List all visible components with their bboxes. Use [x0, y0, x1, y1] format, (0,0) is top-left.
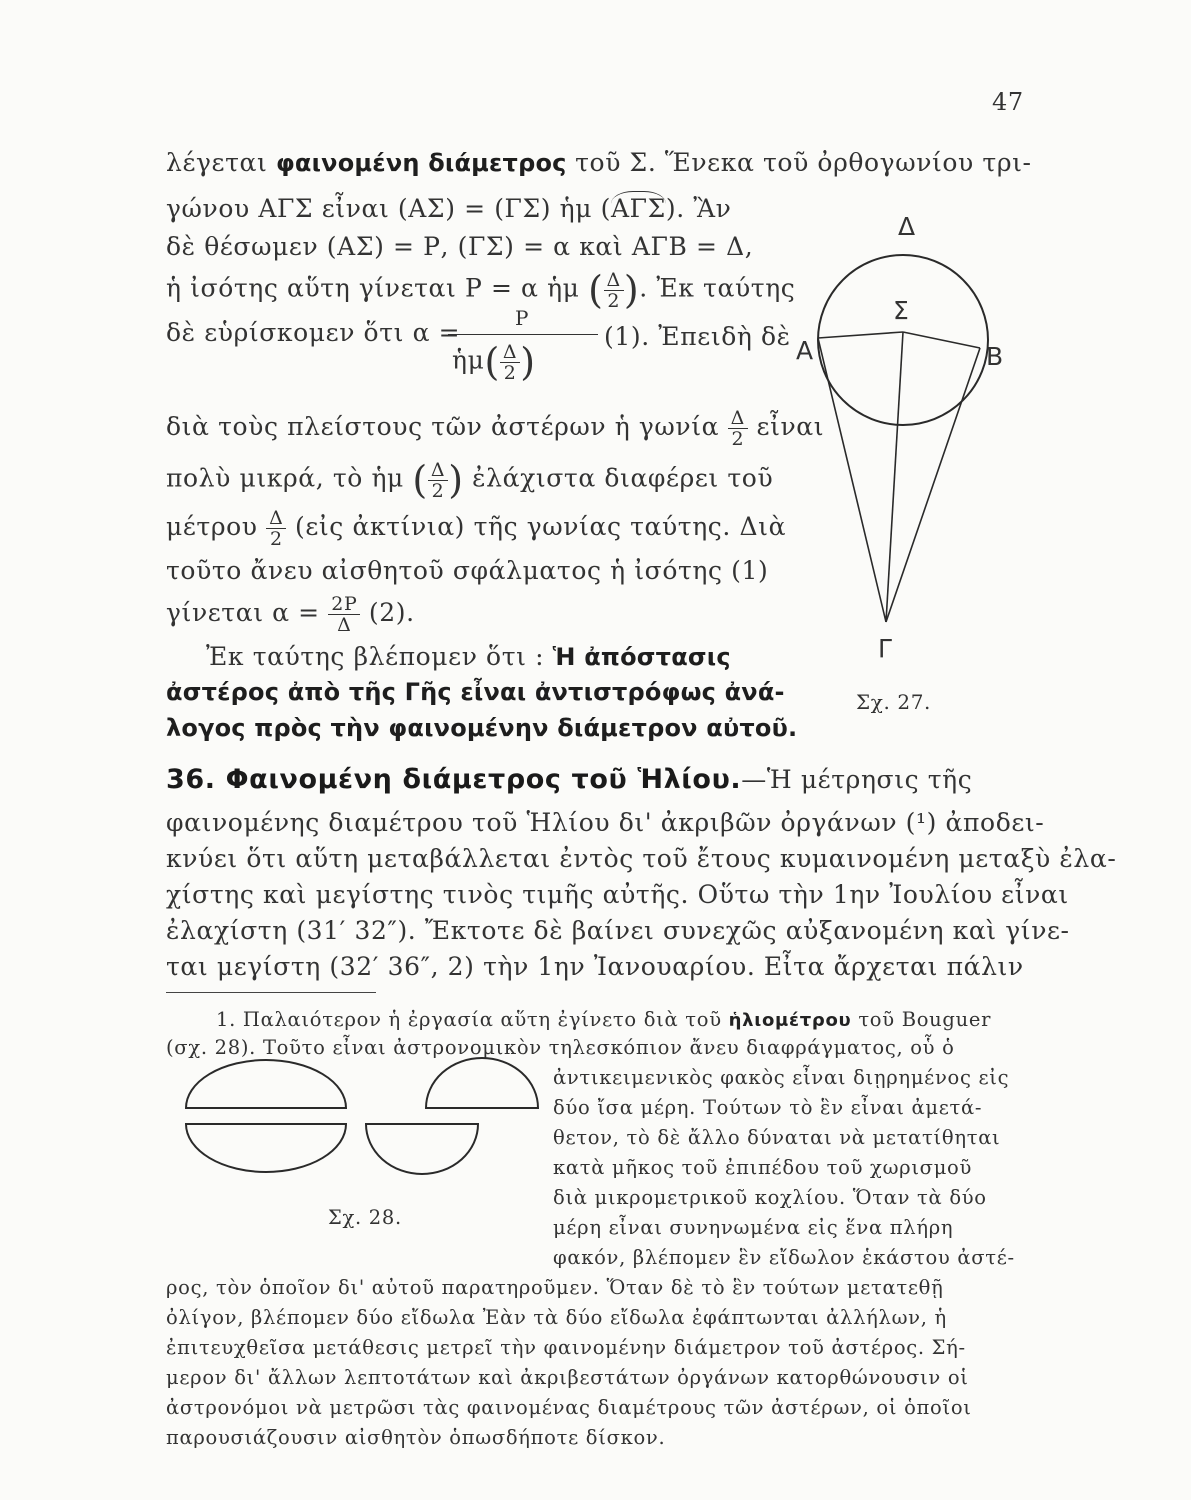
text: Ἐκ ταύτης βλέπομεν ὅτι :	[206, 642, 553, 671]
radius-a	[818, 332, 903, 338]
para1-line9: τοῦτο ἄνευ αἰσθητοῦ σφάλματος ἡ ἰσότης (1)	[166, 556, 769, 585]
fraction-denominator: ἡμ( $\frac{\Delta}{2}$ )	[452, 340, 536, 384]
label-a: Α	[796, 336, 814, 365]
text: (εἰς ἀκτίνια) τῆς γωνίας ταύτης. Διὰ	[295, 512, 787, 541]
para1-line6	[166, 408, 824, 449]
section-36-line6: ται μεγίστη (32′ 36″, 2) τὴν 1ην Ἰανουαρίου. Εἶτα ἄρχεται πάλιν	[166, 952, 1024, 981]
text: ). Ἂν	[665, 194, 732, 223]
para1-line2	[166, 194, 731, 223]
footnote-line7: διὰ μικρομετρικοῦ κοχλίου. Ὅταν τὰ δύο	[553, 1186, 987, 1209]
theorem-line1	[206, 642, 731, 671]
footnote-line8: μέρη εἶναι συνηνωμένα εἰς ἕνα πλήρη	[553, 1216, 954, 1239]
bold-term: φαινομένη διάμετρος	[275, 149, 567, 177]
fraction-bar	[448, 334, 598, 335]
footnote-line13: μερον δι' ἄλλων λεπτοτάτων καὶ ἀκριβεστάτων ὀργάνων κατορθώνουσιν οἱ	[166, 1366, 969, 1389]
figure-28-diagram	[170, 1050, 550, 1230]
para1-line4: ἡ ἰσότης αὕτη γίνεται Ρ = α ἡμ ( $\frac{\Delta}{2}$ ). Ἐκ ταύτης	[166, 268, 796, 312]
para1-line7: πολὺ μικρά, τὸ ἡμ ( $\frac{\Delta}{2}$ ) ἐλάχιστα διαφέρει τοῦ	[166, 458, 774, 502]
para1-line8	[166, 508, 786, 549]
text: γώνου ΑΓΣ εἶναι (ΑΣ) = (ΓΣ) ἡμ (	[166, 194, 612, 223]
label-gamma: Γ	[878, 634, 892, 663]
fraction-delta-2: $\frac{\Delta}{2}$	[428, 460, 448, 501]
text: —Ἡ μέτρησις τῆς	[741, 765, 973, 794]
para1-line5-rest: (1). Ἐπειδὴ δὲ	[604, 322, 791, 351]
section-36-line1	[166, 764, 972, 795]
para1-line3: δὲ θέσωμεν (ΑΣ) = Ρ, (ΓΣ) = α καὶ ΑΓΒ = Δ,	[166, 232, 754, 261]
text: (2).	[368, 598, 415, 627]
label-sigma: Σ	[893, 296, 909, 325]
footnote-divider	[166, 992, 376, 993]
theorem-line2: ἀστέρος ἀπὸ τῆς Γῆς εἶναι ἀντιστρόφως ἀνά-	[166, 678, 785, 706]
section-heading: 36. Φαινομένη διάμετρος τοῦ Ἡλίου.	[166, 764, 742, 795]
text: λέγεται	[166, 148, 276, 177]
text: μέτρου	[166, 512, 258, 541]
figure-28-caption: Σχ. 28.	[328, 1206, 402, 1229]
section-36-line2: φαινομένης διαμέτρου τοῦ Ἡλίου δι' ἀκριβῶν ὀργάνων (¹) ἀποδει-	[166, 808, 1045, 837]
footnote-line11: ὀλίγον, βλέπομεν δύο εἴδωλα Ἐὰν τὰ δύο εἴδωλα ἐφάπτωνται ἀλλήλων, ἡ	[166, 1306, 947, 1329]
text: τοῦ Bouguer	[851, 1008, 992, 1031]
para1-line1	[166, 148, 1032, 177]
footnote-line3: ἀντικειμενικὸς φακὸς εἶναι διῃρημένος εἰς	[553, 1066, 1010, 1089]
footnote-line9: φακόν, βλέπομεν ἓν εἴδωλον ἑκάστου ἀστέ-	[553, 1246, 1015, 1269]
fraction-numerator: Ρ	[514, 306, 530, 330]
figure-27-caption: Σχ. 27.	[856, 690, 931, 714]
left-lens-upper-half	[186, 1060, 346, 1108]
footnote-line12: ἐπιτευχθεῖσα μετάθεσις μετρεῖ τὴν φαινομένην διάμετρον τοῦ ἀστέρος. Σή-	[166, 1336, 966, 1359]
right-lens-lower-half	[366, 1124, 478, 1174]
figure-27-diagram	[790, 210, 1020, 670]
para1-line10	[166, 594, 415, 635]
text: πολὺ μικρά, τὸ ἡμ	[166, 463, 404, 493]
bold-term: ἡλιομέτρου	[728, 1010, 852, 1031]
right-lens-upper-half	[426, 1058, 538, 1108]
footnote-line10: ρος, τὸν ὁποῖον δι' αὐτοῦ παρατηροῦμεν. Ὅταν δὲ τὸ ἓν τούτων μετατεθῇ	[166, 1276, 944, 1299]
section-36-line5: ἐλαχίστη (31′ 32″). Ἔκτοτε δὲ βαίνει συνεχῶς αὐξανομένη καὶ γίνε-	[166, 916, 1070, 945]
footnote-line14: ἀστρονόμοι νὰ μετρῶσι τὰς φαινομένας διαμέτρους τῶν ἀστέρων, οἱ ὁποῖοι	[166, 1396, 972, 1419]
fraction-delta-2: $\frac{\Delta}{2}$	[604, 270, 624, 311]
text: γίνεται α =	[166, 598, 320, 627]
text: διὰ τοὺς πλείστους τῶν ἀστέρων ἡ γωνία	[166, 412, 720, 441]
label-b: Β	[986, 342, 1004, 371]
tangent-line-a	[818, 338, 886, 622]
theorem-line3: λογος πρὸς τὴν φαινομένην διάμετρον αὐτοῦ.	[166, 714, 798, 742]
section-36-line4: χίστης καὶ μεγίστης τινὸς τιμῆς αὐτῆς. Οὕτω τὴν 1ην Ἰουλίου εἶναι	[166, 880, 1069, 909]
bold-text: Ἡ ἀπόστασις	[552, 643, 731, 671]
text: 1. Παλαιότερον ἡ ἐργασία αὕτη ἐγίνετο διὰ τοῦ	[216, 1008, 729, 1031]
footnote-line6: κατὰ μῆκος τοῦ ἐπιπέδου τοῦ χωρισμοῦ	[553, 1156, 973, 1179]
footnote-line4: δύο ἴσα μέρη. Τούτων τὸ ἓν εἶναι ἀμετά-	[553, 1096, 983, 1119]
fraction-delta-2: $\frac{\Delta}{2}$	[728, 408, 748, 449]
page-number: 47	[992, 88, 1024, 116]
text: δὲ εὑρίσκομεν ὅτι α =	[166, 318, 461, 347]
fraction-delta-2: $\frac{\Delta}{2}$	[266, 508, 286, 549]
para1-line5	[166, 318, 460, 347]
section-36-line3: κνύει ὅτι αὕτη μεταβάλλεται ἐντὸς τοῦ ἔτους κυμαινομένη μεταξὺ ἐλα-	[166, 844, 1117, 873]
text: εἶναι	[756, 412, 825, 441]
left-lens-lower-half	[186, 1124, 346, 1172]
text: τοῦ Σ. Ἕνεκα τοῦ ὀρθογωνίου τρι-	[566, 148, 1032, 177]
footnote-line1	[216, 1008, 991, 1031]
arc-notation: ΑΓΣ	[611, 191, 666, 223]
footnote-line5: θετον, τὸ δὲ ἄλλο δύναται νὰ μετατίθηται	[553, 1126, 1001, 1149]
text: ἡ ἰσότης αὕτη γίνεται Ρ = α ἡμ	[166, 273, 580, 303]
text: ἐλάχιστα διαφέρει τοῦ	[472, 463, 774, 493]
fraction-2p-delta: $\frac{2P}{\Delta}$	[328, 594, 360, 635]
text: . Ἐκ ταύτης	[639, 273, 796, 303]
radius-b	[903, 332, 980, 348]
footnote-line15: παρουσιάζουσιν αἰσθητὸν ὁπωσδήποτε δίσκον.	[166, 1426, 666, 1449]
label-delta: Δ	[898, 212, 916, 241]
footnote-line2: (σχ. 28). Τοῦτο εἶναι ἀστρονομικὸν τηλεσκόπιον ἄνευ διαφράγματος, οὗ ὁ	[166, 1036, 955, 1059]
